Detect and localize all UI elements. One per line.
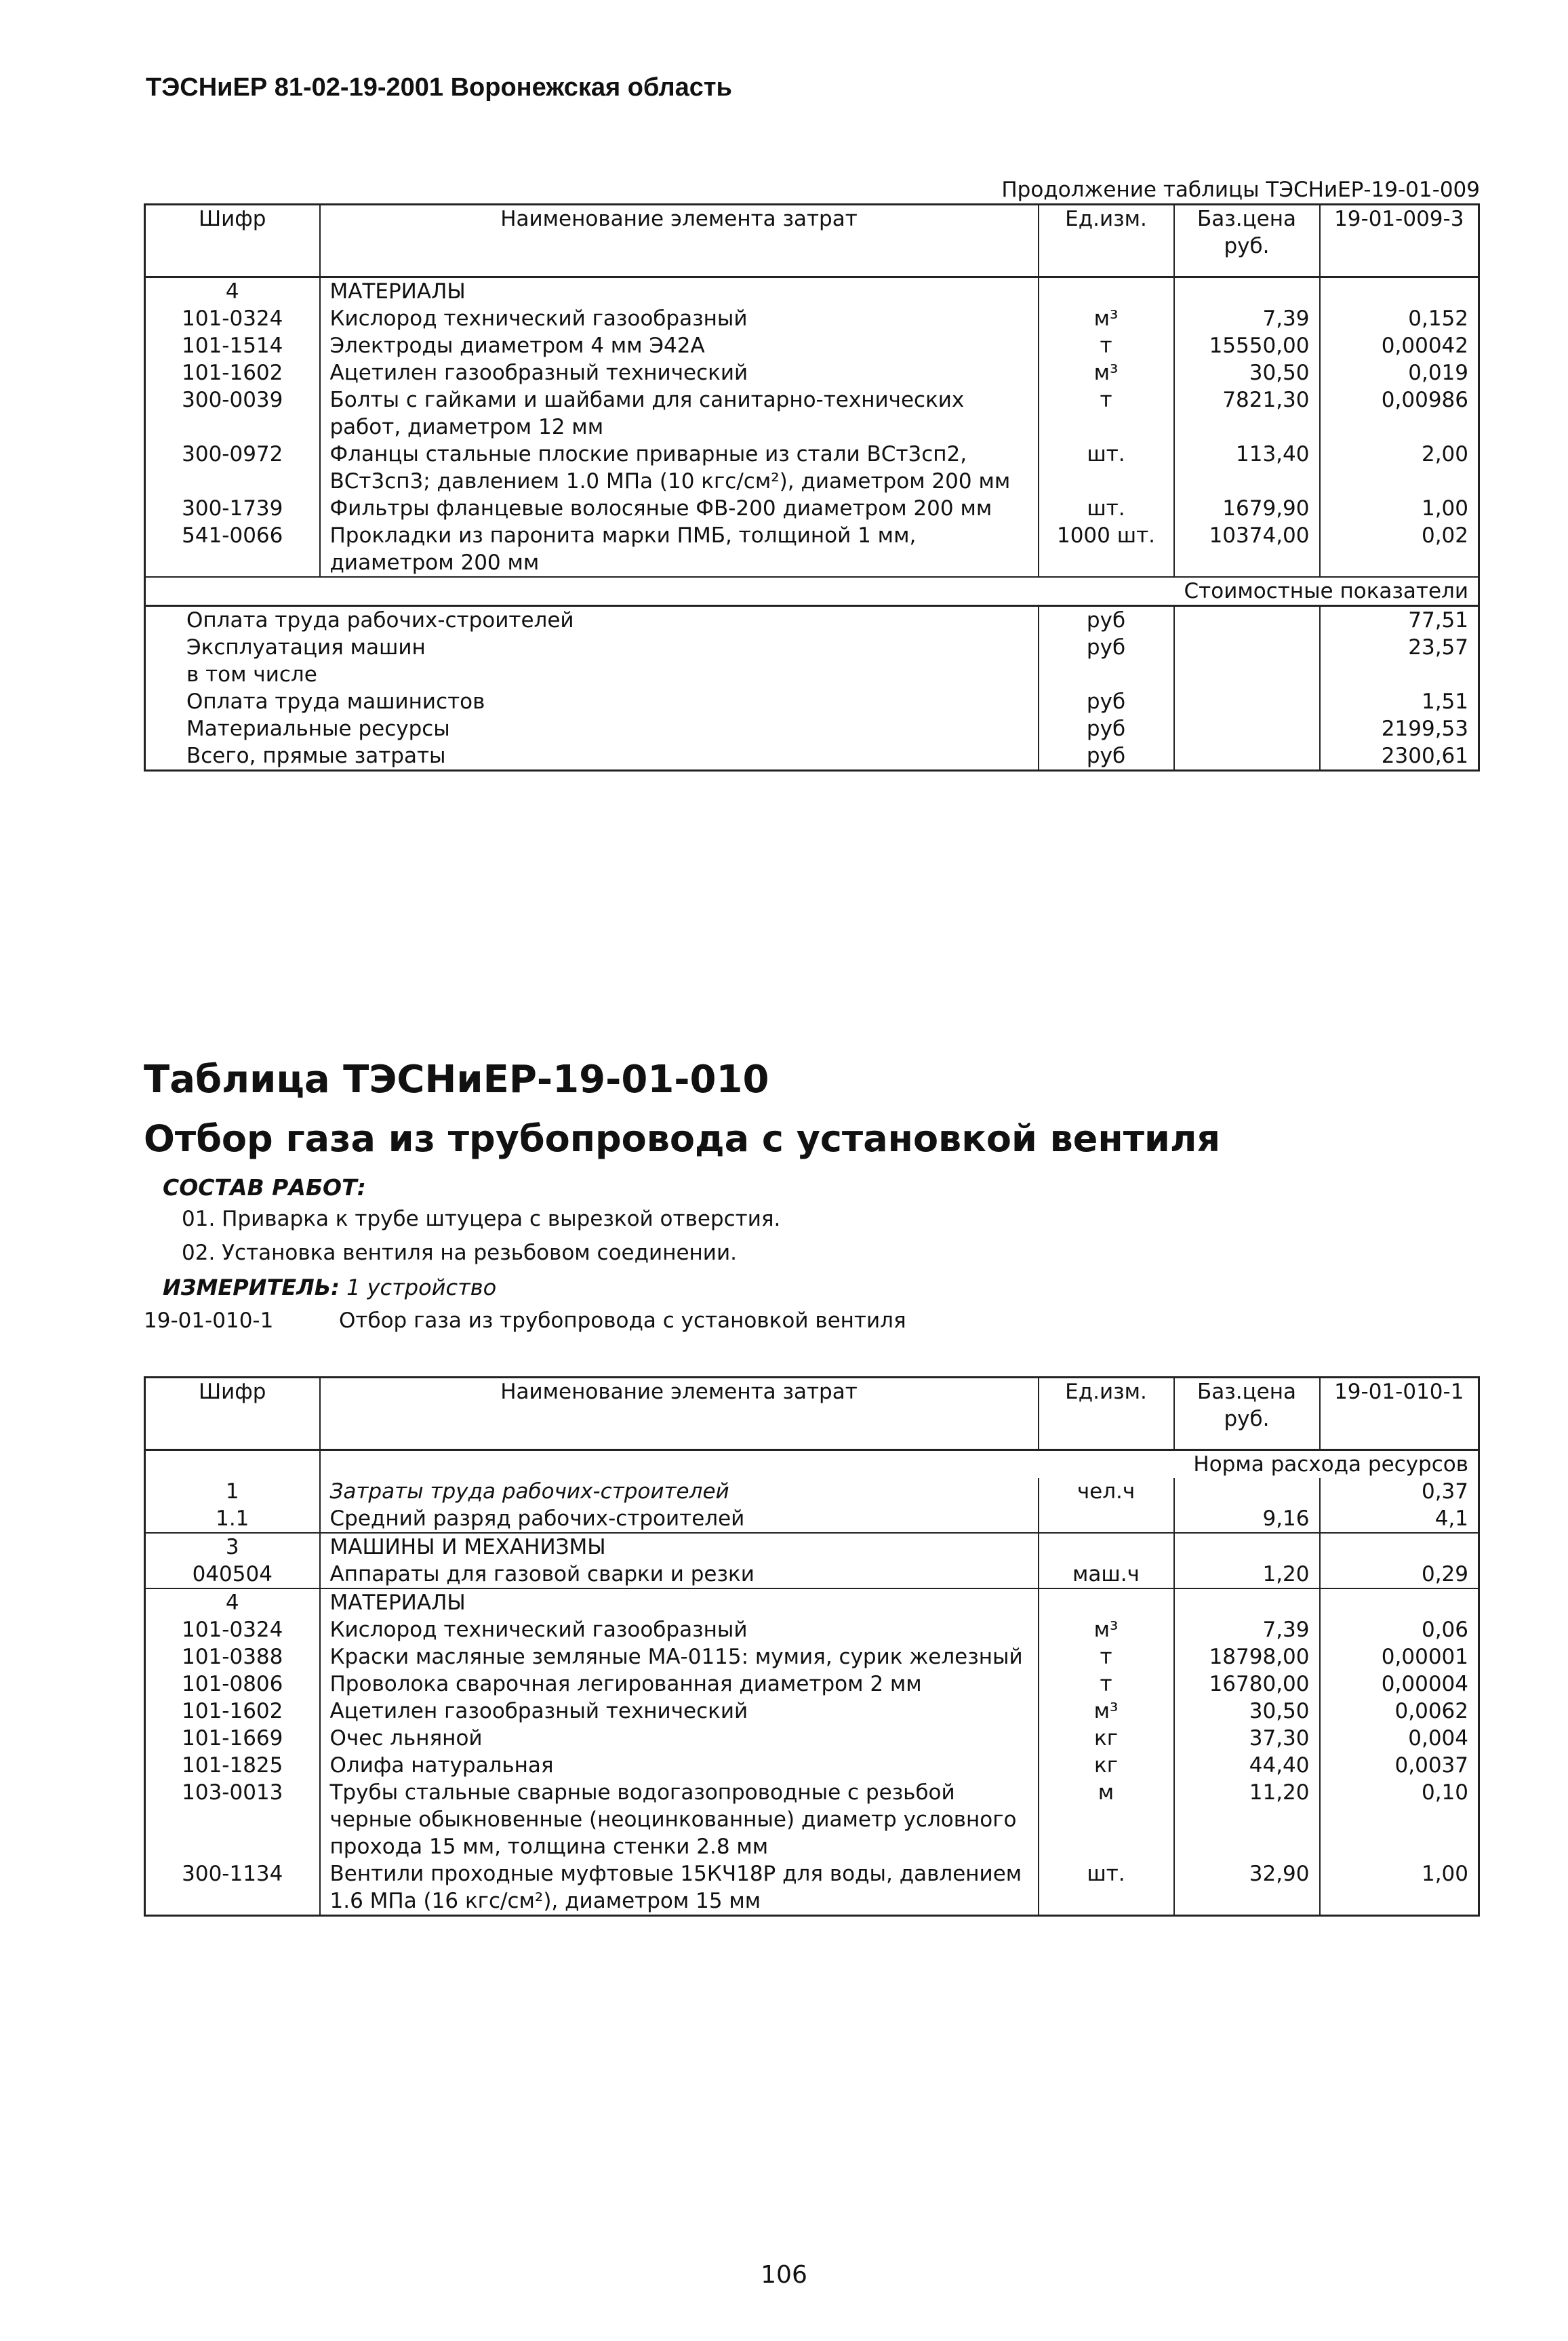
cell-name: Олифа натуральная — [320, 1752, 1039, 1779]
cost-name: Оплата труда рабочих-строителей — [145, 606, 1039, 635]
cell-code: 040504 — [145, 1561, 320, 1588]
cell-norm: 4,1 — [1320, 1505, 1479, 1533]
cell-price: 7821,30 — [1174, 386, 1320, 441]
cost-price-cell — [1174, 634, 1320, 661]
cell-code: 4 — [145, 1588, 320, 1616]
table-row — [145, 1725, 1479, 1752]
cell-name: Ацетилен газообразный технический — [320, 359, 1039, 386]
cell-unit: м³ — [1039, 305, 1174, 332]
cell-code: 300-1739 — [145, 495, 320, 522]
cell-price — [1174, 1588, 1320, 1616]
cell-norm: 0,0062 — [1320, 1698, 1479, 1725]
cell-name: Ацетилен газообразный технический — [320, 1698, 1039, 1725]
col-header-price: Баз.цена руб. — [1174, 1378, 1320, 1450]
resource-table-010 — [144, 1376, 1480, 1917]
col-header-unit: Ед.изм. — [1039, 1378, 1174, 1450]
cell-unit — [1039, 1505, 1174, 1533]
norm-label-row — [145, 1450, 1479, 1479]
cell-norm: 0,06 — [1320, 1616, 1479, 1643]
cell-name: Прокладки из паронита марки ПМБ, толщиной 1 мм, диаметром 200 мм — [320, 522, 1039, 577]
cell-price: 32,90 — [1174, 1860, 1320, 1916]
table-row — [145, 1752, 1479, 1779]
cost-value: 2199,53 — [1320, 715, 1479, 742]
cell-code: 3 — [145, 1533, 320, 1561]
cell-name: Фланцы стальные плоские приварные из стали ВСт3сп2, ВСт3сп3; давлением 1.0 МПа (10 кгс/см²), диаметром 200 мм — [320, 441, 1039, 495]
cell-price — [1174, 277, 1320, 306]
cell-name: Фильтры фланцевые волосяные ФВ-200 диаметром 200 мм — [320, 495, 1039, 522]
cell-code: 101-0324 — [145, 305, 320, 332]
cell-unit: чел.ч — [1039, 1478, 1174, 1505]
cell-code: 300-0972 — [145, 441, 320, 495]
cell-unit: м³ — [1039, 359, 1174, 386]
cost-value — [1320, 661, 1479, 688]
cell-price: 15550,00 — [1174, 332, 1320, 359]
cost-price-cell — [1174, 715, 1320, 742]
cost-row — [145, 634, 1479, 661]
cell-price — [1174, 1533, 1320, 1561]
work-step: 01. Приварка к трубе штуцера с вырезкой отверстия. — [182, 1207, 781, 1231]
cell-norm: 0,37 — [1320, 1478, 1479, 1505]
cost-row — [145, 661, 1479, 688]
table-row — [145, 1779, 1479, 1860]
cell-code: 101-0324 — [145, 1616, 320, 1643]
cost-name: Всего, прямые затраты — [145, 742, 1039, 771]
cost-price-cell — [1174, 606, 1320, 635]
cell-norm: 0,0037 — [1320, 1752, 1479, 1779]
cell-code — [145, 1450, 320, 1479]
table-row — [145, 495, 1479, 522]
col-header-code: Шифр — [145, 1378, 320, 1450]
cell-norm: 0,019 — [1320, 359, 1479, 386]
cost-name: Оплата труда машинистов — [145, 688, 1039, 715]
table-header-row — [145, 1378, 1479, 1450]
cell-code: 101-1602 — [145, 1698, 320, 1725]
cell-unit — [1039, 1588, 1174, 1616]
col-header-name: Наименование элемента затрат — [320, 205, 1039, 277]
cell-norm: 1,00 — [1320, 495, 1479, 522]
cell-name: Средний разряд рабочих-строителей — [320, 1505, 1039, 1533]
cell-name: Аппараты для газовой сварки и резки — [320, 1561, 1039, 1588]
cell-norm: 2,00 — [1320, 441, 1479, 495]
table-row — [145, 305, 1479, 332]
cell-norm: 0,00001 — [1320, 1643, 1479, 1670]
cell-name: МАТЕРИАЛЫ — [320, 1588, 1039, 1616]
cost-value: 23,57 — [1320, 634, 1479, 661]
cell-price: 16780,00 — [1174, 1670, 1320, 1698]
work-composition-heading: СОСТАВ РАБОТ: — [163, 1174, 366, 1201]
cell-unit: шт. — [1039, 495, 1174, 522]
cell-name: Трубы стальные сварные водогазопроводные с резьбой черные обыкновенные (неоцинкованные) диаметр условного прохода 15 мм, толщина стенки 2.8 мм — [320, 1779, 1039, 1860]
col-header-name: Наименование элемента затрат — [320, 1378, 1039, 1450]
cell-code: 101-0388 — [145, 1643, 320, 1670]
table-row — [145, 522, 1479, 577]
cell-price: 113,40 — [1174, 441, 1320, 495]
col-header-unit: Ед.изм. — [1039, 205, 1174, 277]
work-step: 02. Установка вентиля на резьбовом соединении. — [182, 1241, 737, 1265]
col-header-norm: 19-01-009-3 — [1320, 205, 1479, 277]
cell-norm: 0,00986 — [1320, 386, 1479, 441]
cell-unit: маш.ч — [1039, 1561, 1174, 1588]
cell-unit: кг — [1039, 1752, 1174, 1779]
cost-value: 1,51 — [1320, 688, 1479, 715]
cell-name: Краски масляные земляные МА-0115: мумия, сурик железный — [320, 1643, 1039, 1670]
measure-label: ИЗМЕРИТЕЛЬ: — [163, 1275, 340, 1300]
cell-name: Очес льняной — [320, 1725, 1039, 1752]
cell-norm: 0,00004 — [1320, 1670, 1479, 1698]
resource-table-009 — [144, 203, 1480, 772]
col-header-code: Шифр — [145, 205, 320, 277]
cell-norm — [1320, 1588, 1479, 1616]
cell-norm: 0,29 — [1320, 1561, 1479, 1588]
cell-price: 30,50 — [1174, 359, 1320, 386]
col-header-norm: 19-01-010-1 — [1320, 1378, 1479, 1450]
table-row — [145, 1505, 1479, 1533]
cost-row — [145, 715, 1479, 742]
price-code: 19-01-010-1 — [144, 1308, 274, 1333]
cost-label-row — [145, 577, 1479, 606]
cell-code: 101-1825 — [145, 1752, 320, 1779]
section-row — [145, 277, 1479, 306]
page-number: 106 — [761, 2261, 807, 2289]
table-title: Таблица ТЭСНиЕР-19-01-010 — [144, 1058, 769, 1102]
section-row — [145, 1588, 1479, 1616]
cell-price — [1174, 1478, 1320, 1505]
cell-name: МАШИНЫ И МЕХАНИЗМЫ — [320, 1533, 1039, 1561]
cell-unit: т — [1039, 386, 1174, 441]
cell-price: 1,20 — [1174, 1561, 1320, 1588]
norm-label: Норма расхода ресурсов — [320, 1450, 1479, 1479]
cost-row — [145, 688, 1479, 715]
cost-indicators-label: Стоимостные показатели — [145, 577, 1479, 606]
cell-code: 541-0066 — [145, 522, 320, 577]
cell-name: Кислород технический газообразный — [320, 305, 1039, 332]
cell-code: 1 — [145, 1478, 320, 1505]
cell-norm: 1,00 — [1320, 1860, 1479, 1916]
cell-norm: 0,02 — [1320, 522, 1479, 577]
cell-unit: кг — [1039, 1725, 1174, 1752]
cell-norm: 0,004 — [1320, 1725, 1479, 1752]
cell-price: 18798,00 — [1174, 1643, 1320, 1670]
cell-price: 1679,90 — [1174, 495, 1320, 522]
price-code-name: Отбор газа из трубопровода с установкой вентиля — [339, 1308, 906, 1333]
cost-price-cell — [1174, 742, 1320, 771]
cell-name: Проволока сварочная легированная диаметром 2 мм — [320, 1670, 1039, 1698]
table-row — [145, 332, 1479, 359]
cell-unit: т — [1039, 1670, 1174, 1698]
cell-price: 7,39 — [1174, 1616, 1320, 1643]
cell-code: 300-0039 — [145, 386, 320, 441]
cell-name: Затраты труда рабочих-строителей — [320, 1478, 1039, 1505]
cell-price: 11,20 — [1174, 1779, 1320, 1860]
cell-unit: м³ — [1039, 1698, 1174, 1725]
cell-code: 103-0013 — [145, 1779, 320, 1860]
cell-unit: т — [1039, 332, 1174, 359]
cell-name: Кислород технический газообразный — [320, 1616, 1039, 1643]
document-header: ТЭСНиЕР 81-02-19-2001 Воронежская область — [146, 73, 732, 102]
cell-norm — [1320, 277, 1479, 306]
cell-norm: 0,00042 — [1320, 332, 1479, 359]
measure-unit-line — [163, 1275, 496, 1300]
cell-unit: т — [1039, 1643, 1174, 1670]
cell-norm: 0,152 — [1320, 305, 1479, 332]
cell-price: 37,30 — [1174, 1725, 1320, 1752]
cell-code: 101-1514 — [145, 332, 320, 359]
continuation-label: Продолжение таблицы ТЭСНиЕР-19-01-009 — [1001, 178, 1480, 202]
cell-price: 9,16 — [1174, 1505, 1320, 1533]
table-header-row — [145, 205, 1479, 277]
cell-norm — [1320, 1533, 1479, 1561]
cell-code: 101-0806 — [145, 1670, 320, 1698]
table-row — [145, 1698, 1479, 1725]
cell-code: 1.1 — [145, 1505, 320, 1533]
cell-price: 44,40 — [1174, 1752, 1320, 1779]
table-row — [145, 441, 1479, 495]
price-code-line — [144, 1308, 906, 1333]
cost-unit — [1039, 661, 1174, 688]
cell-name: Болты с гайками и шайбами для санитарно-технических работ, диаметром 12 мм — [320, 386, 1039, 441]
table-row — [145, 1616, 1479, 1643]
cost-value: 77,51 — [1320, 606, 1479, 635]
table-row — [145, 386, 1479, 441]
cost-unit: руб — [1039, 742, 1174, 771]
cost-name: Эксплуатация машин — [145, 634, 1039, 661]
cell-name: Вентили проходные муфтовые 15КЧ18Р для воды, давлением 1.6 МПа (16 кгс/см²), диаметром 15 мм — [320, 1860, 1039, 1916]
section-row — [145, 1533, 1479, 1561]
cell-unit: шт. — [1039, 441, 1174, 495]
table-row — [145, 1860, 1479, 1916]
cost-row — [145, 742, 1479, 771]
cost-unit: руб — [1039, 715, 1174, 742]
section-code: 4 — [145, 277, 320, 306]
cell-unit: м³ — [1039, 1616, 1174, 1643]
cell-price: 30,50 — [1174, 1698, 1320, 1725]
cost-unit: руб — [1039, 634, 1174, 661]
cost-name: в том числе — [145, 661, 1039, 688]
measure-value: 1 устройство — [346, 1275, 497, 1300]
table-row — [145, 1561, 1479, 1588]
cost-price-cell — [1174, 661, 1320, 688]
cell-code: 101-1602 — [145, 359, 320, 386]
cell-unit: м — [1039, 1779, 1174, 1860]
cost-name: Материальные ресурсы — [145, 715, 1039, 742]
cell-unit — [1039, 1533, 1174, 1561]
cost-row — [145, 606, 1479, 635]
table-subtitle: Отбор газа из трубопровода с установкой вентиля — [144, 1117, 1221, 1160]
cost-unit: руб — [1039, 606, 1174, 635]
cell-unit — [1039, 277, 1174, 306]
section-name: МАТЕРИАЛЫ — [320, 277, 1039, 306]
table-row — [145, 359, 1479, 386]
cell-name: Электроды диаметром 4 мм Э42А — [320, 332, 1039, 359]
cell-unit: шт. — [1039, 1860, 1174, 1916]
cell-code: 101-1669 — [145, 1725, 320, 1752]
cell-unit: 1000 шт. — [1039, 522, 1174, 577]
col-header-price: Баз.цена руб. — [1174, 205, 1320, 277]
table-row — [145, 1643, 1479, 1670]
table-row — [145, 1478, 1479, 1505]
table-row — [145, 1670, 1479, 1698]
cell-price: 10374,00 — [1174, 522, 1320, 577]
cell-price: 7,39 — [1174, 305, 1320, 332]
cost-price-cell — [1174, 688, 1320, 715]
cell-norm: 0,10 — [1320, 1779, 1479, 1860]
cost-unit: руб — [1039, 688, 1174, 715]
cell-code: 300-1134 — [145, 1860, 320, 1916]
cost-value: 2300,61 — [1320, 742, 1479, 771]
